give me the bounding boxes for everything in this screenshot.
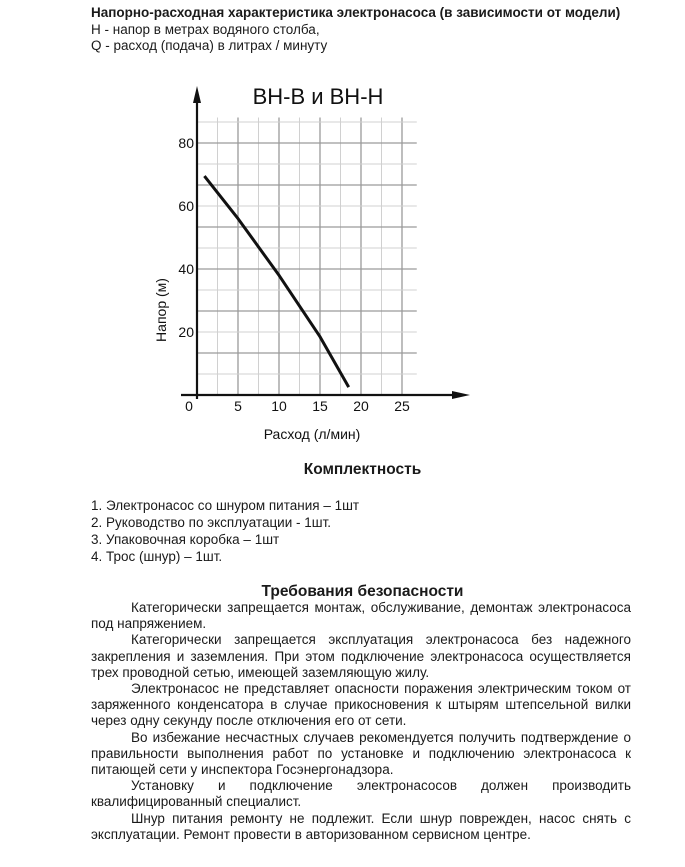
kit-list bbox=[91, 497, 359, 565]
x-tick-label: 15 bbox=[312, 398, 328, 414]
chart-axes bbox=[181, 86, 470, 399]
kit-item: 4. Трос (шнур) – 1шт. bbox=[91, 549, 223, 564]
safety-paragraph: Категорически запрещается монтаж, обслуживание, демонтаж электронасоса под напряжением. bbox=[91, 600, 631, 632]
x-tick-label: 20 bbox=[353, 398, 369, 414]
safety-paragraph: Категорически запрещается эксплуатация электронасоса без надежного закрепления и заземления. При этом подключение электронасоса осуществляется трех проводной сетью, имеющей заземляющую жилу. bbox=[91, 632, 631, 680]
x-tick-label: 5 bbox=[234, 398, 242, 414]
kit-item: 2. Руководство по эксплуатации - 1шт. bbox=[91, 515, 332, 530]
x-axis-arrow-icon bbox=[452, 391, 470, 399]
chart-series bbox=[204, 176, 349, 387]
chart-ticks bbox=[178, 135, 410, 414]
legend-h: H - напор в метрах водяного столба, bbox=[91, 21, 320, 37]
safety-title: Требования безопасности bbox=[261, 583, 464, 600]
safety-paragraph: Шнур питания ремонту не подлежит. Если шнур поврежден, насос снять с эксплуатации. Ремонт провести в авторизованном сервисном центре. bbox=[91, 810, 631, 842]
x-tick-label: 25 bbox=[394, 398, 410, 414]
safety-paragraph: Электронасос не представляет опасности поражения электрическим током от заряженного конденсатора в случае прикосновения к штырям штепсельной вилки через одну секунду после отключения его от сети. bbox=[91, 681, 631, 729]
x-tick-label: 10 bbox=[271, 398, 287, 414]
y-tick-label: 80 bbox=[178, 135, 194, 151]
chart-grid bbox=[197, 118, 417, 396]
y-axis-arrow-icon bbox=[193, 86, 201, 103]
kit-title: Комплектность bbox=[303, 461, 422, 478]
y-axis-label: Напор (м) bbox=[153, 278, 169, 342]
chart-title: ВН-В и ВН-Н bbox=[252, 84, 384, 109]
safety-text bbox=[91, 600, 631, 843]
series-line bbox=[204, 176, 348, 387]
safety-paragraph: Установку и подключение электронасосов должен производить квалифицированный специалист. bbox=[91, 778, 631, 810]
y-tick-label: 20 bbox=[178, 324, 194, 340]
kit-item: 3. Упаковочная коробка – 1шт bbox=[91, 532, 280, 547]
header-title: Напорно-расходная характеристика электронасоса (в зависимости от модели) bbox=[91, 5, 621, 20]
x-tick-label: 0 bbox=[185, 398, 193, 414]
kit-item: 1. Электронасос со шнуром питания – 1шт bbox=[91, 498, 360, 513]
safety-paragraph: Во избежание несчастных случаев рекомендуется получить подтверждение о правильности выполнения работ по установке и подключению электронасоса к питающей сети у инспектора Госэнергонадзора. bbox=[91, 729, 631, 778]
legend-q: Q - расход (подача) в литрах / минуту bbox=[91, 38, 328, 53]
y-tick-label: 60 bbox=[178, 198, 194, 214]
y-tick-label: 40 bbox=[178, 261, 194, 277]
x-axis-label: Расход (л/мин) bbox=[263, 426, 361, 442]
